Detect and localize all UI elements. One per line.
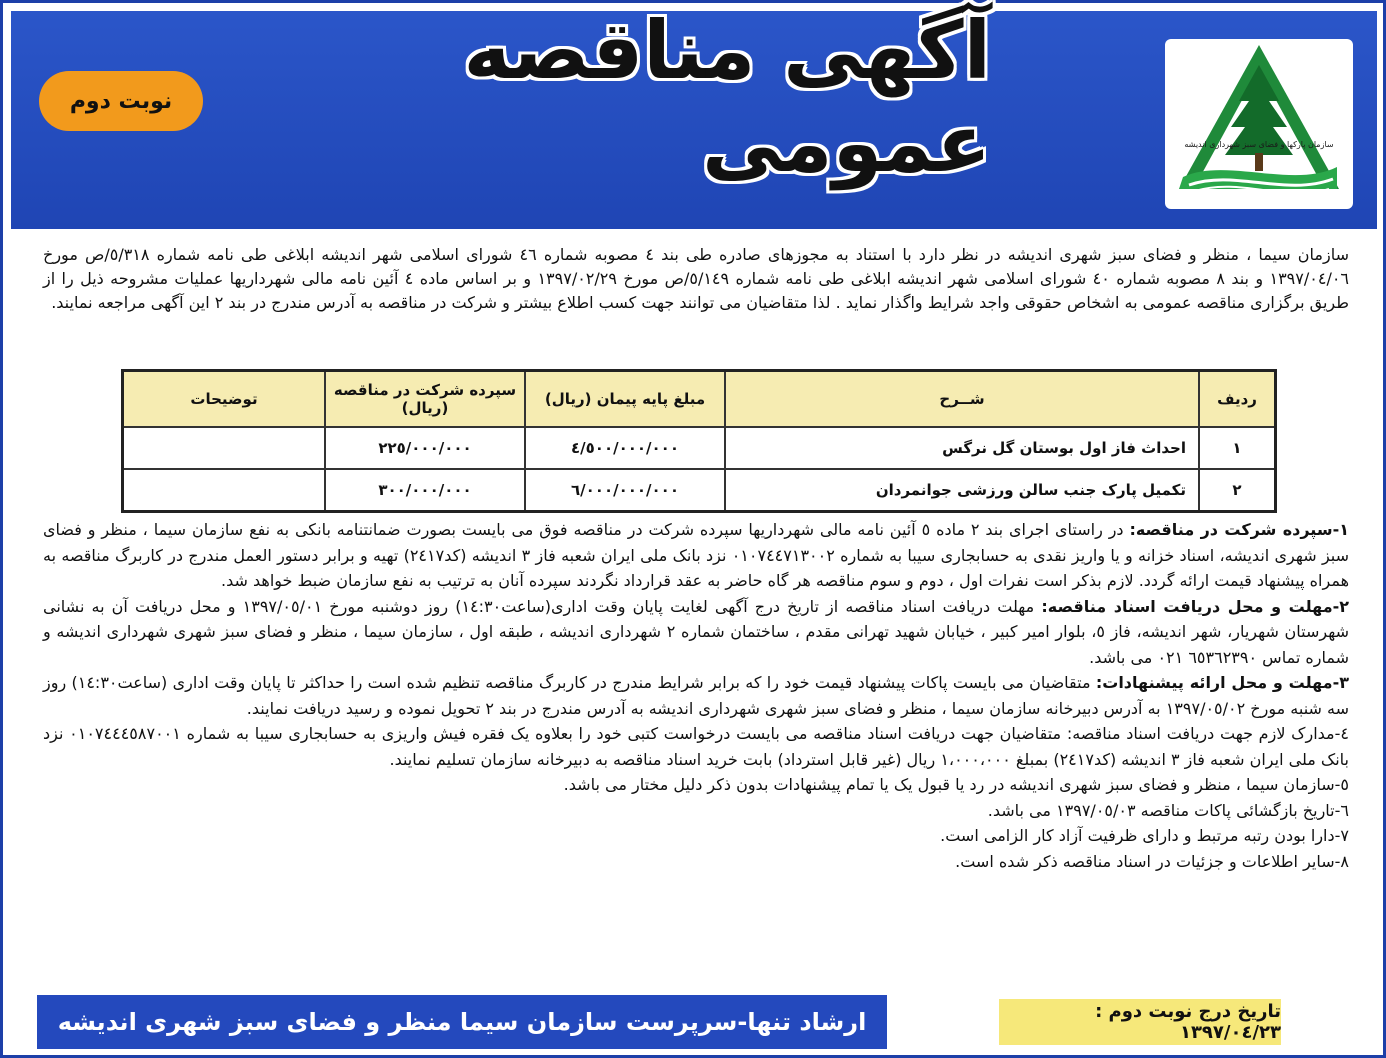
- cell-base: ٤/٥٠٠/٠٠٠/٠٠٠: [525, 427, 725, 469]
- clause-5: [43, 772, 1349, 798]
- col-deposit-header: سپرده شرکت در مناقصه (ریال): [325, 371, 525, 428]
- clause-text: در راستای اجرای بند ٢ ماده ٥ آئین نامه مالی شهرداریها سپرده شرکت در مناقصه فوق می بایست بصورت ضمانتنامه بانکی به نفع سازمان سیما ، منظر و فضای سبز شهری اندیشه، اسناد خزانه و یا واریز نقدی به حسابجاری سیبا به شماره ٠١٠٧٤٤٧١٣٠٠٢ نزد بانک ملی ایران شعبه فاز ٣ اندیشه (کد٢٤١٧) تهیه و برابر دستور العمل مندرج در کاربرگ مناقصه به همراه پیشنهاد قیمت ارائه گردد. لازم بذکر است نفرات اول ، دوم و سوم مناقصه هر گاه حاضر به عقد قرارداد نگردند سپرده آنان به ترتیب به نفع سازمان ضبط خواهد شد.: [43, 520, 1350, 590]
- clause-text: مهلت دریافت اسناد مناقصه از تاریخ درج آگهی لغایت پایان وقت اداری(ساعت١٤:٣٠) روز دوشنبه مورخ ١٣٩٧/٠٥/٠١ و محل دریافت آن به نشانی شهرستان شهریار، شهر اندیشه، فاز ٥، بلوار امیر کبیر ، خیابان شهید تهرانی مقدم ، ساختمان شماره ٢ شهرداری اندیشه ، طبقه اول ، سازمان سیما ، منظر و فضای سبز شهری شهرداری اندیشه و شماره تماس ٦٥٣٦٢٣٩٠ ٠٢١ می باشد.: [43, 596, 1350, 667]
- col-row-header: ردیف: [1199, 371, 1276, 428]
- table-header-row: [123, 371, 1276, 428]
- cell-notes: [123, 427, 326, 469]
- clause-text: ٤-مدارک لازم جهت دریافت اسناد مناقصه: متقاضیان جهت دریافت اسناد مناقصه می بایست درخواست کتبی خود را بعلاوه یک فقره فیش واریزی به حسابجاری سیبا به شماره ٠١٠٧٤٤٤٥٨٧٠٠١ نزد بانک ملی ایران شعبه فاز ٣ اندیشه (کد٢٤١٧) بمبلغ ١،٠٠٠،٠٠٠ ریال (غیر قابل استرداد) بابت خرید اسناد مناقصه به دبیرخانه سازمان تسلیم نمایند.: [43, 724, 1349, 769]
- cell-row: ١: [1199, 427, 1276, 469]
- cell-notes: [123, 469, 326, 512]
- col-base-header: مبلغ پایه پیمان (ریال): [525, 371, 725, 428]
- clause-heading: ٢-مهلت و محل دریافت اسناد مناقصه:: [1041, 596, 1350, 616]
- clause-7: [43, 823, 1349, 849]
- clause-text: متقاضیان می بایست پاکات پیشنهاد قیمت خود را که برابر شرایط مندرج در کاربرگ مناقصه تنظیم شده است را حداکثر تا پایان وقت اداری (ساعت١٤:٣٠) روز سه شنبه مورخ ١٣٩٧/٠٥/٠٢ به آدرس دبیرخانه سازمان سیما ، منظر و فضای سبز شهری شهرداری اندیشه به آدرس مندرج در بند ٢ تحویل نموده و رسید دریافت نمایند.: [43, 673, 1349, 718]
- clause-8: [43, 849, 1349, 875]
- cell-base: ٦/٠٠٠/٠٠٠/٠٠٠: [525, 469, 725, 512]
- cell-deposit: ٢٢٥/٠٠٠/٠٠٠: [325, 427, 525, 469]
- cell-desc: احداث فاز اول بوستان گل نرگس: [725, 427, 1199, 469]
- conditions-list: [43, 517, 1349, 874]
- pine-tree-logo-icon: [1165, 39, 1353, 209]
- tender-items-table: [121, 369, 1277, 513]
- cell-row: ٢: [1199, 469, 1276, 512]
- col-notes-header: توضیحات: [123, 371, 326, 428]
- publish-date-box: تاریخ درج نوبت دوم : ١٣٩٧/٠٤/٢٣: [999, 999, 1281, 1045]
- page-title: آگهی مناقصه عمومی: [463, 4, 991, 190]
- second-round-badge: نوبت دوم: [39, 71, 203, 131]
- col-desc-header: شــرح: [725, 371, 1199, 428]
- logo-text: سازمان پارکها و فضای سبز شهرداری اندیشه: [1184, 140, 1334, 149]
- clause-heading: ٣-مهلت و محل ارائه پیشنهادات:: [1095, 673, 1349, 692]
- signature-bar: ارشاد تنها-سرپرست سازمان سیما منظر و فضای سبز شهری اندیشه: [37, 995, 887, 1049]
- intro-paragraph: سازمان سیما ، منظر و فضای سبز شهری اندیشه در نظر دارد با استناد به مجوزهای صادره طی بند ٤ مصوبه شماره ٤٦ شورای اسلامی شهر اندیشه ابلاغی طی نامه شماره ٥/٣١٨/ص مورخ ١٣٩٧/٠٤/٠٦ و بند ٨ مصوبه شماره ٤٠ شورای اسلامی شهر اندیشه ابلاغی طی نامه شماره ٥/١٤٩/ص مورخ ١٣٩٧/٠٢/٢٩ و بر اساس ماده ٤ آئین نامه مالی شهرداریها عملیات مشروحه ذیل را از طریق برگزاری مناقصه عمومی به اشخاص حقوقی واجد شرایط واگذار نماید . لذا متقاضیان می توانند جهت کسب اطلاع بیشتر و شرکت در مناقصه به آدرس مندرج در بند ٢ این آگهی مراجعه نمایند.: [43, 245, 1350, 312]
- table-row: [123, 427, 1276, 469]
- header-banner: [11, 4, 1377, 229]
- clause-6: [43, 798, 1349, 824]
- clause-1: [43, 517, 1349, 594]
- clause-3: [43, 670, 1349, 721]
- clause-heading: ١-سپرده شرکت در مناقصه:: [1129, 520, 1349, 539]
- table-row: [123, 469, 1276, 512]
- clause-text: ٨-سایر اطلاعات و جزئیات در اسناد مناقصه ذکر شده است.: [955, 851, 1349, 871]
- clause-2: [43, 594, 1349, 671]
- cell-desc: تکمیل پارک جنب سالن ورزشی جوانمردان: [725, 469, 1199, 512]
- cell-deposit: ٣٠٠/٠٠٠/٠٠٠: [325, 469, 525, 512]
- clause-4: [43, 721, 1349, 772]
- organization-logo: [1165, 39, 1353, 209]
- clause-text: ٧-دارا بودن رتبه مرتبط و دارای ظرفیت آزاد کار الزامی است.: [940, 826, 1349, 845]
- clause-text: ٥-سازمان سیما ، منظر و فضای سبز شهری اندیشه در رد یا قبول یک یا تمام پیشنهادات بدون ذکر دلیل مختار می باشد.: [563, 775, 1349, 794]
- clause-text: ٦-تاریخ بازگشائی پاکات مناقصه ١٣٩٧/٠٥/٠٣ می باشد.: [987, 800, 1349, 820]
